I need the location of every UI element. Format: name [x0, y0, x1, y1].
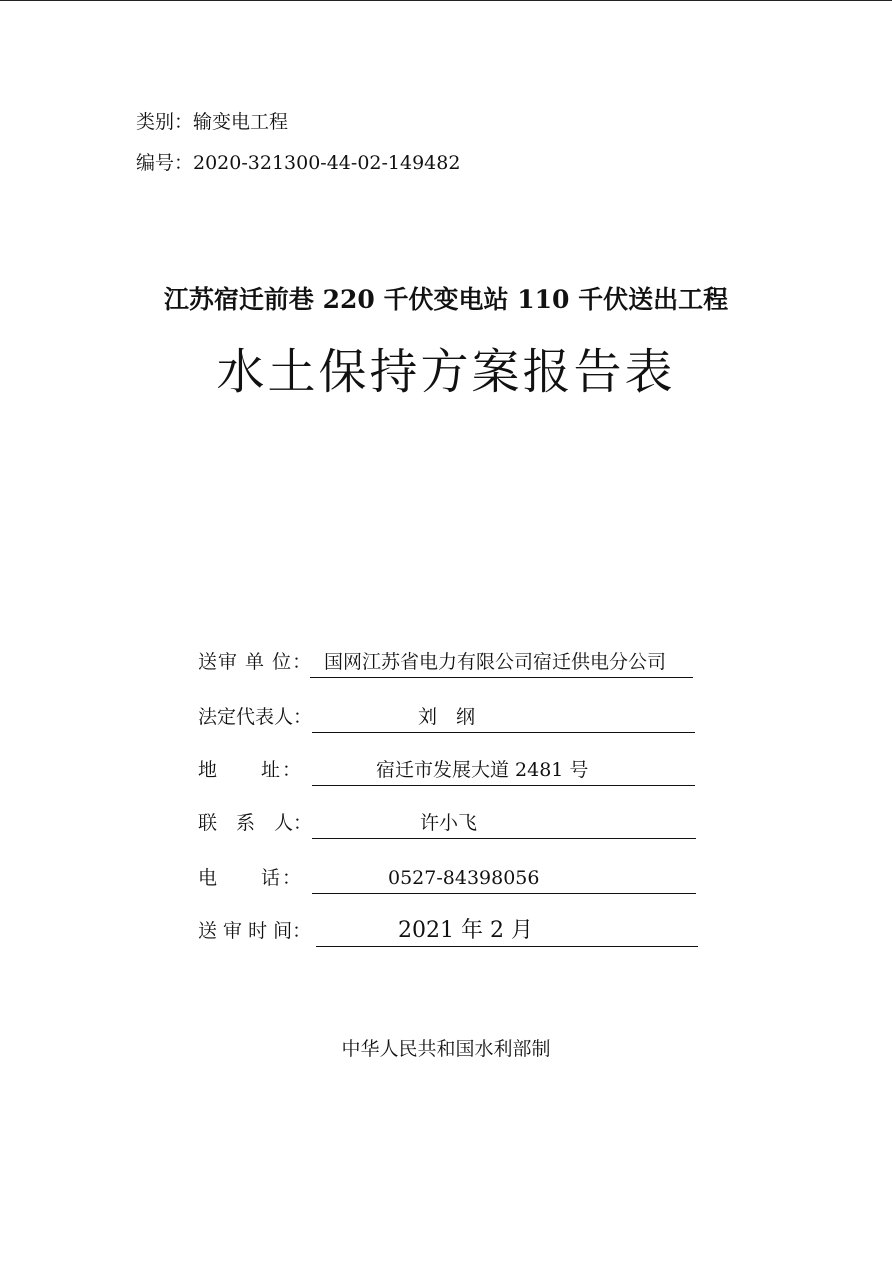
field-underline [316, 946, 698, 947]
field-legal-representative [198, 699, 698, 733]
field-label: 地 址： [198, 759, 304, 781]
field-submitting-unit [198, 644, 698, 678]
field-address [198, 752, 698, 786]
project-title: 江苏宿迁前巷 220 千伏变电站 110 千伏送出工程 [163, 285, 729, 314]
field-value: 许小飞 [420, 812, 478, 834]
field-value: 2021 年 2 月 [398, 918, 533, 943]
field-label: 电 话： [198, 867, 304, 889]
field-underline [312, 838, 696, 839]
top-border-line [0, 0, 892, 1]
field-underline [310, 677, 693, 678]
field-underline [312, 893, 696, 894]
field-value: 刘 纲 [418, 706, 476, 728]
field-label: 联 系 人： [198, 812, 313, 834]
field-underline [312, 732, 695, 733]
field-submission-date [198, 913, 698, 947]
field-contact-person [198, 805, 698, 839]
field-label: 送 审 时 间： [198, 920, 312, 942]
field-value: 宿迁市发展大道 2481 号 [376, 759, 589, 781]
report-title: 水土保持方案报告表 [216, 344, 676, 400]
field-label: 送审 单 位： [198, 651, 313, 673]
field-value: 国网江苏省电力有限公司宿迁供电分公司 [324, 651, 667, 673]
category-line: 类别：输变电工程 [136, 111, 289, 133]
document-number: 编号：2020-321300-44-02-149482 [136, 152, 461, 174]
field-value: 0527-84398056 [388, 867, 540, 889]
issuing-authority: 中华人民共和国水利部制 [341, 1038, 551, 1060]
field-underline [312, 785, 695, 786]
field-phone [198, 860, 698, 894]
field-label: 法定代表人： [198, 706, 313, 728]
